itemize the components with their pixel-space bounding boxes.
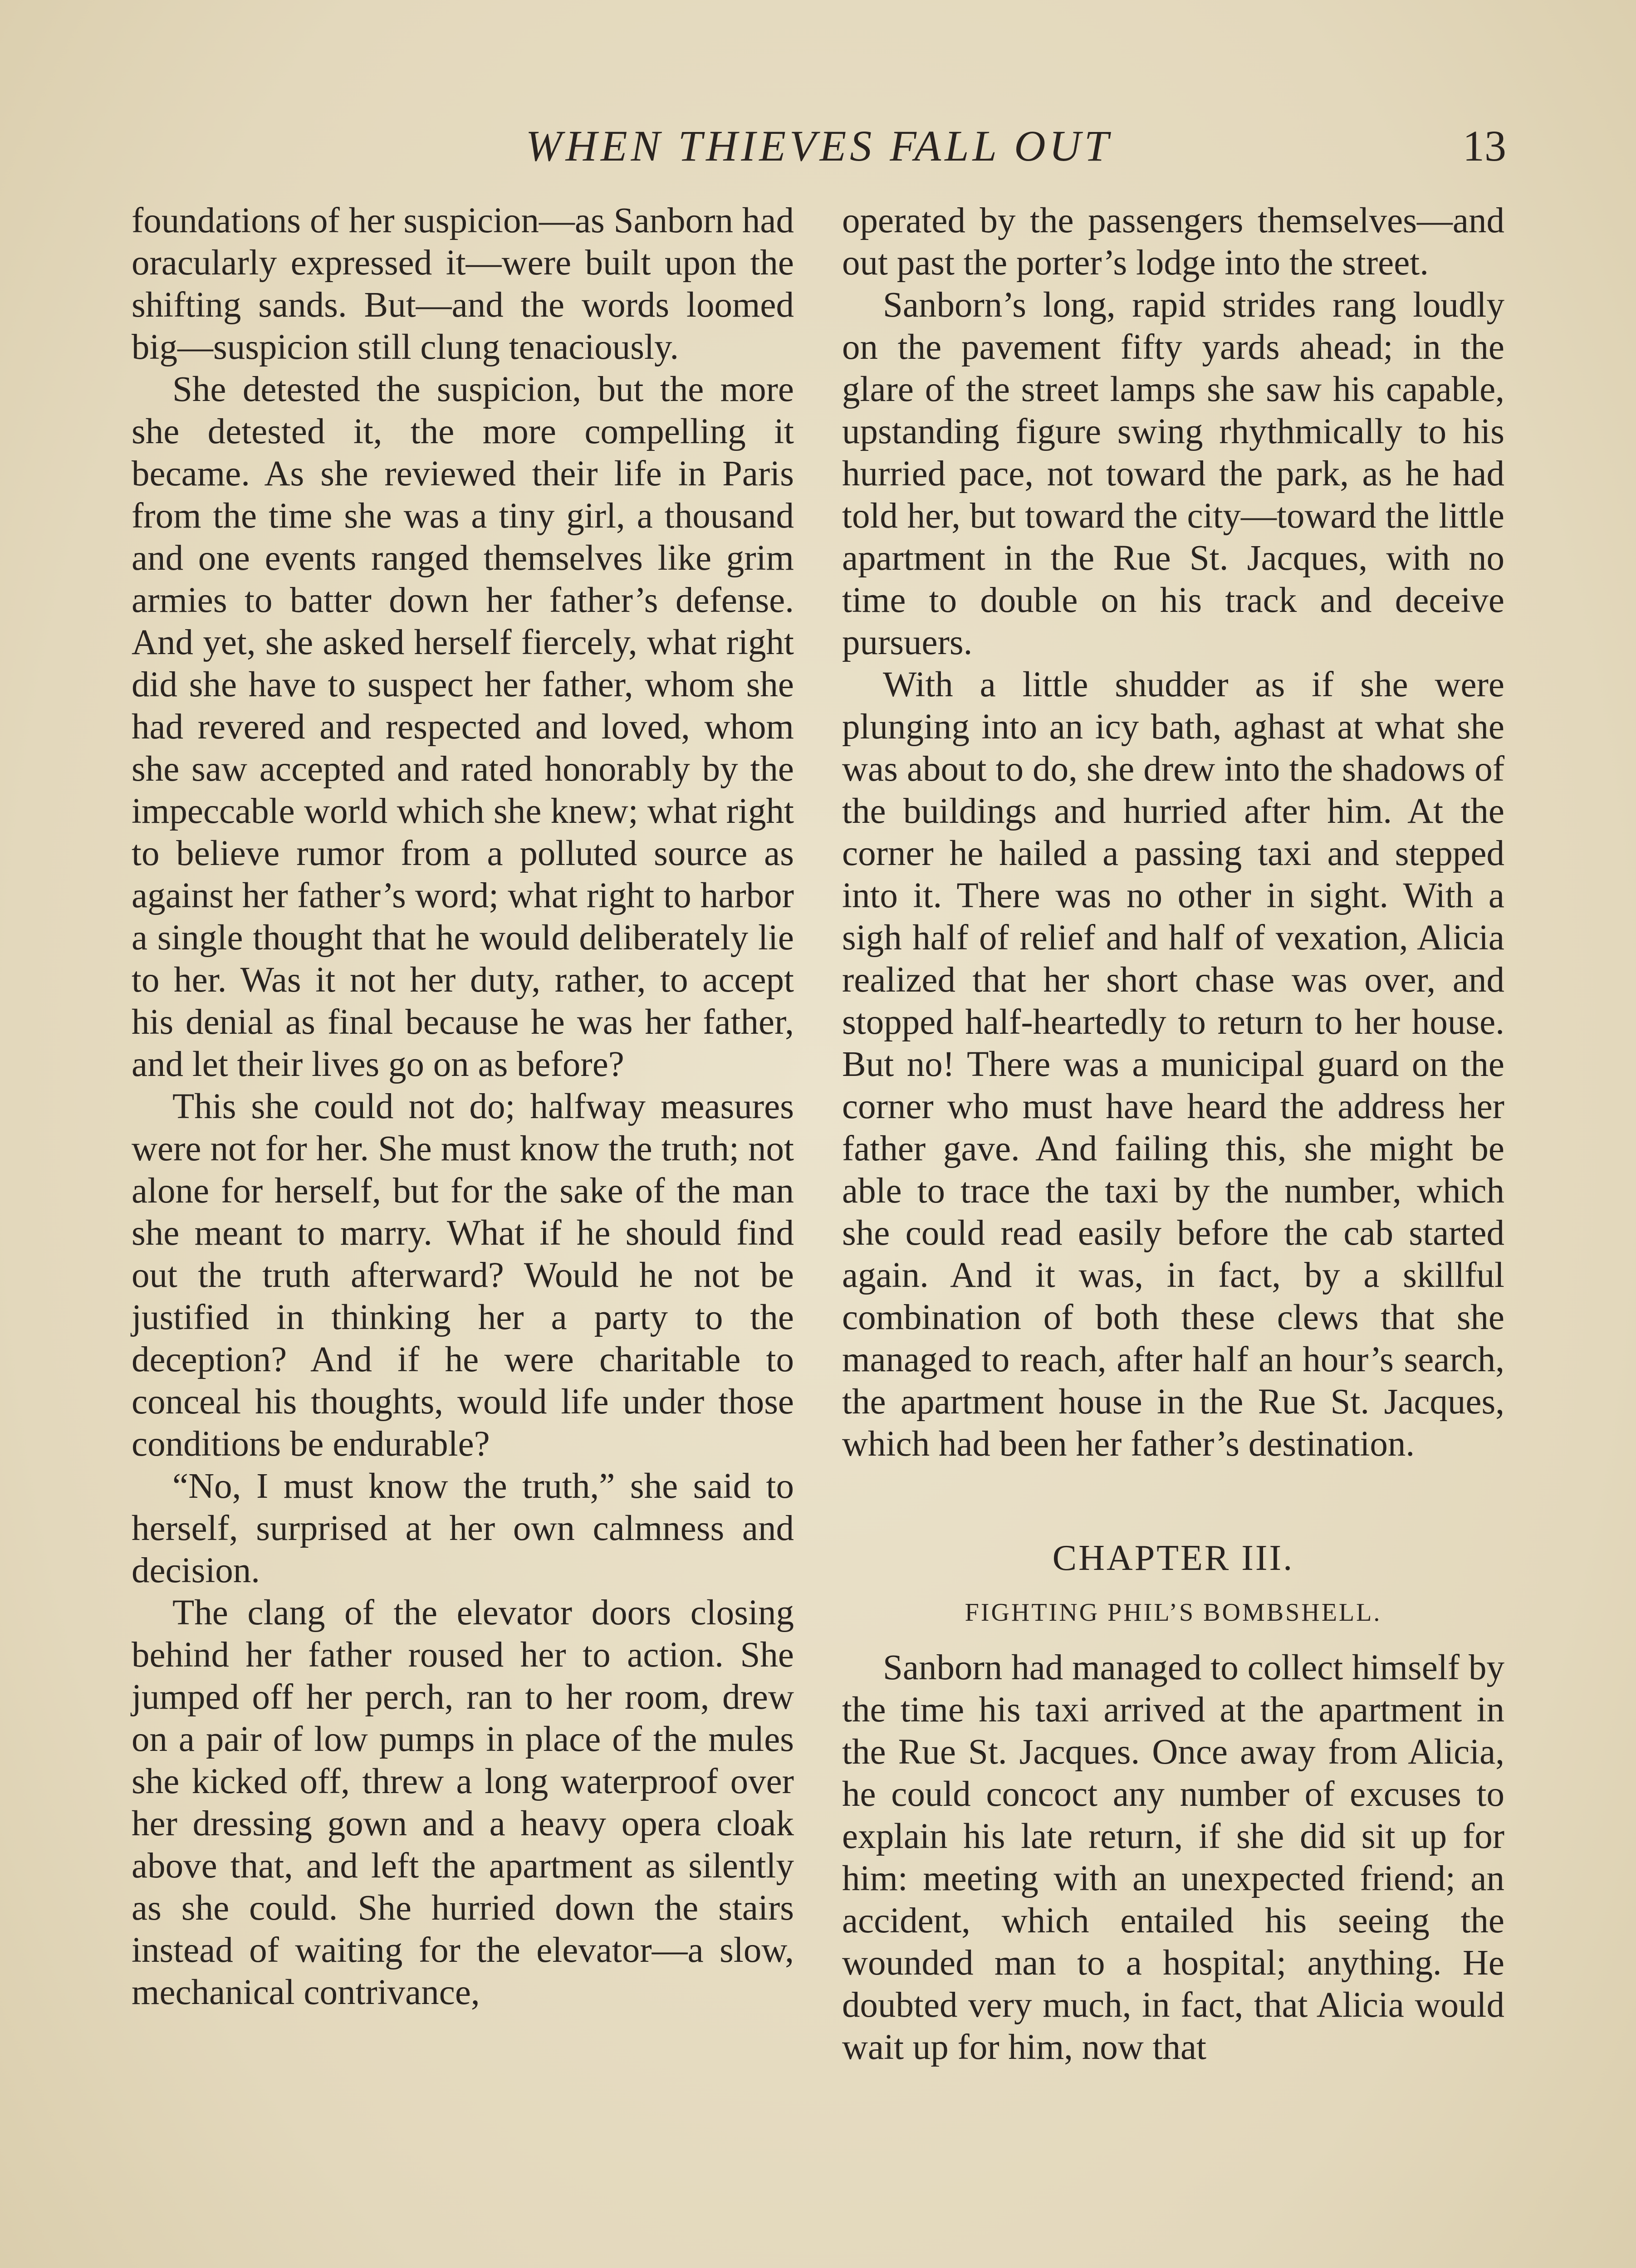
paragraph: foundations of her suspicion—as Sanborn had oracularly expressed it—were built upon the shifting sands. But—and the words loomed big—suspicion still clung tenaciously. (132, 201, 794, 367)
paragraph: With a little shudder as if she were plunging into an icy bath, aghast at what she was about to do, she drew into the shadows of the buildings and hurried after him. At the corner he hailed a passing taxi and stepped into it. There was no other in sight. With a sigh half of relief and half of vexation, Alicia realized that her short chase was over, and stopped half-heartedly to return to her house. But no! There was a municipal guard on the corner who must have heard the address her father gave. And failing this, she might be able to trace the taxi by the number, which she could read easily before the cab started again. And it was, in fact, by a skillful combination of both these clews that she managed to reach, after half an hour’s search, the apartment house in the Rue St. Jacques, which had been her father’s destination. (842, 665, 1504, 1464)
running-title: WHEN THIEVES FALL OUT (525, 122, 1112, 170)
chapter-heading: CHAPTER III. (1052, 1538, 1294, 1578)
page-number: 13 (1463, 122, 1506, 170)
paragraph: She detested the suspicion, but the more she detested it, the more compelling it became. As she reviewed their life in Paris from the time she was a tiny girl, a thousand and one events ranged themselves like grim armies to batter down her father’s defense. And yet, she asked herself fiercely, what right did she have to suspect her father, whom she had revered and respected and loved, whom she saw accepted and rated honorably by the impeccable world which she knew; what right to believe rumor from a polluted source as against her father’s word; what right to harbor a single thought that he would deliberately lie to her. Was it not her duty, rather, to accept his denial as final because he was her father, and let their lives go on as before? (132, 370, 794, 1084)
page-header (132, 119, 1506, 173)
paragraph: This she could not do; halfway measures were not for her. She must know the truth; not alone for herself, but for the sake of the man she meant to marry. What if he should find out the truth afterward? Would he not be justified in thinking her a party to the deception? And if he were charitable to conceal his thoughts, would life under those conditions be endurable? (132, 1087, 794, 1464)
paragraph: “No, I must know the truth,” she said to herself, surprised at her own calmness and decision. (132, 1466, 794, 1590)
right-column (842, 200, 1504, 2068)
left-column (132, 200, 794, 2014)
paragraph: The clang of the elevator doors closing behind her father roused her to action. She jumped off her perch, ran to her room, drew on a pair of low pumps in place of the mules she kicked off, threw a long waterproof over her dressing gown and a heavy opera cloak above that, and left the apartment as silently as she could. She hurried down the stairs instead of waiting for the elevator—a slow, mechanical contrivance, (132, 1593, 794, 2012)
paragraph: Sanborn’s long, rapid strides rang loudly on the pavement fifty yards ahead; in the glare of the street lamps she saw his capable, upstanding figure swing rhythmically to his hurried pace, not toward the park, as he had told her, but toward the city—toward the little apartment in the Rue St. Jacques, with no time to double on his track and deceive pursuers. (842, 285, 1504, 662)
chapter-subtitle: FIGHTING PHIL’S BOMBSHELL. (965, 1598, 1382, 1627)
paragraph: operated by the passengers themselves—and out past the porter’s lodge into the street. (842, 201, 1504, 283)
paragraph: Sanborn had managed to collect himself by the time his taxi arrived at the apartment in the Rue St. Jacques. Once away from Alicia, he could concoct any number of excuses to explain his late return, if she did sit up for him: meeting with an unexpected friend; an accident, which entailed his seeing the wounded man to a hospital; anything. He doubted very much, in fact, that Alicia would wait up for him, now that (842, 1648, 1504, 2067)
